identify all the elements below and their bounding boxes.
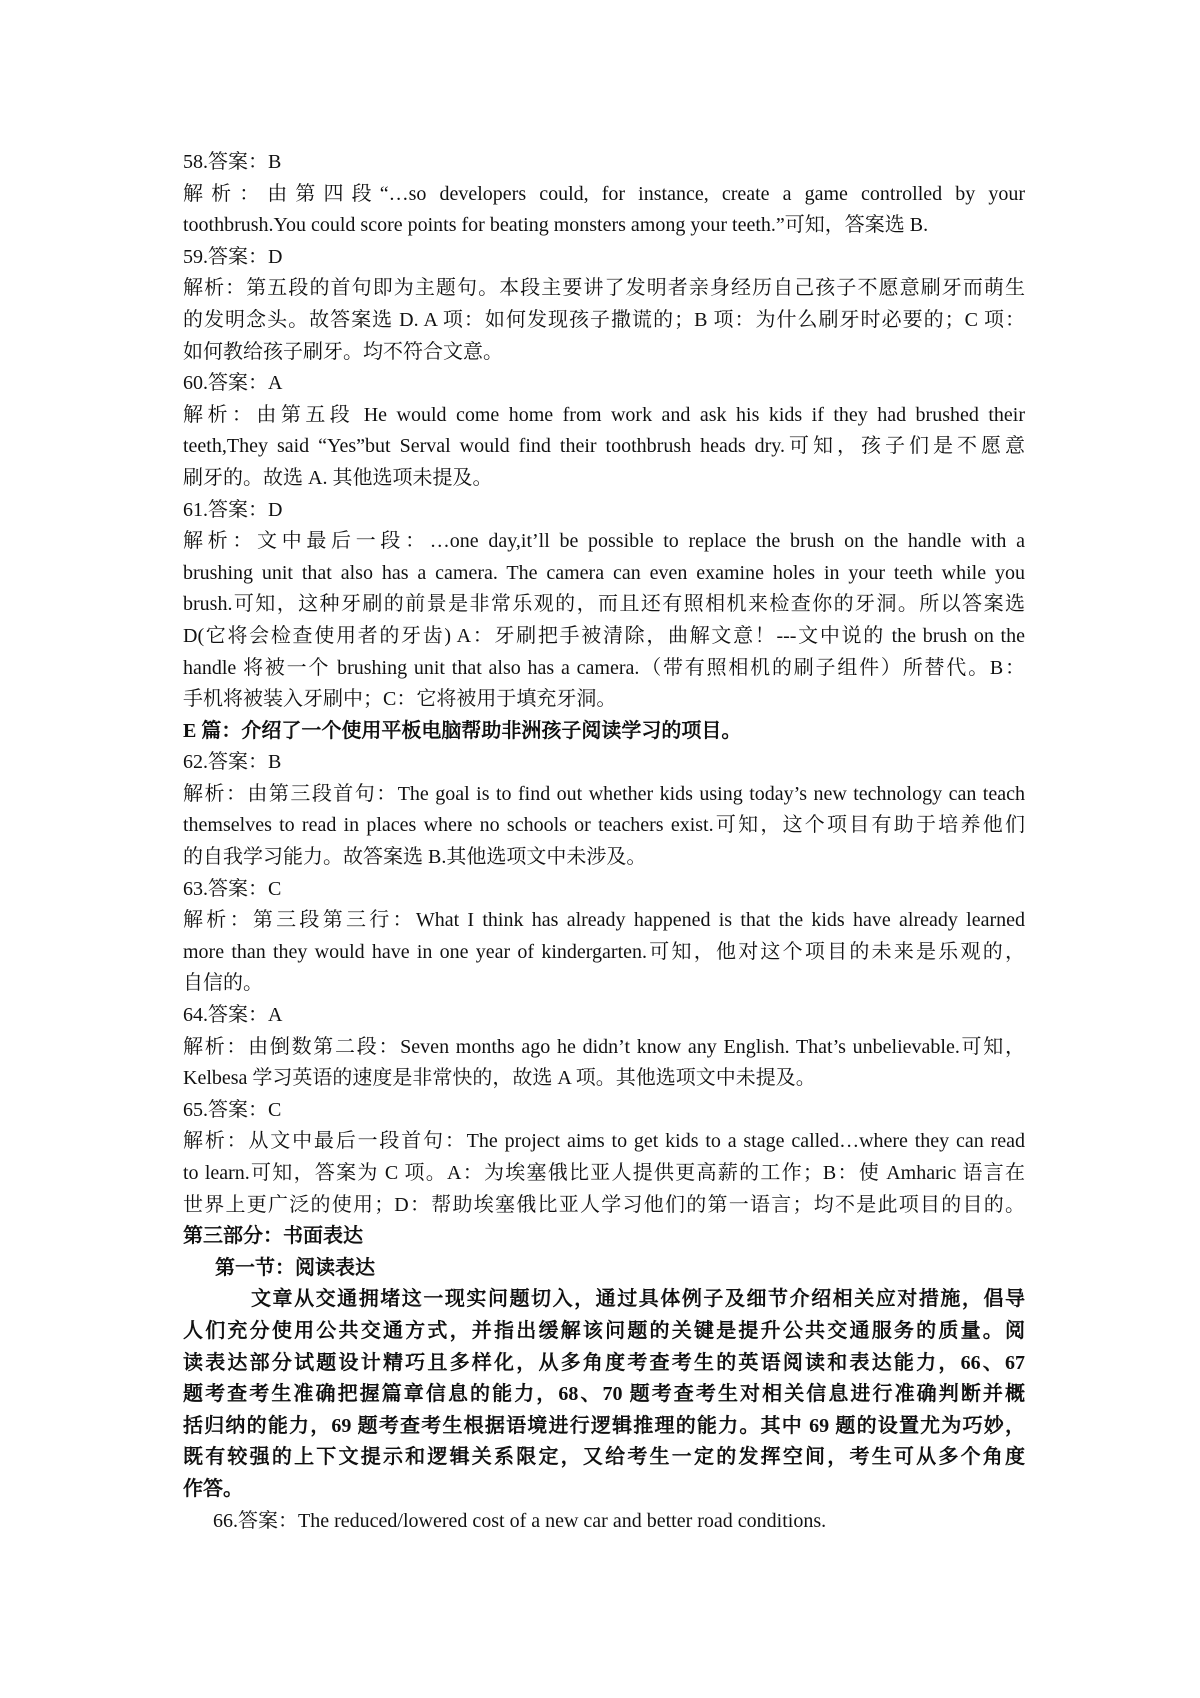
analysis-61-line-5: handle 将被一个 brushing unit that also has a camera.（带有照相机的刷子组件）所替代。B： bbox=[183, 656, 1025, 679]
answer-66-heading: 66.答案：The reduced/lowered cost of a new car and better road conditions. bbox=[213, 1509, 827, 1532]
commentary-line-7: 作答。 bbox=[183, 1477, 243, 1500]
commentary-line-5: 括归纳的能力，69 题考查考生根据语境进行逻辑推理的能力。其中 69 题的设置尤为巧妙， bbox=[183, 1414, 1025, 1437]
analysis-61-line-4: D(它将会检查使用者的牙齿) A：牙刷把手被清除，曲解文意！---文中说的 the brush on the bbox=[183, 624, 1025, 647]
analysis-59-line-1: 解析：第五段的首句即为主题句。本段主要讲了发明者亲身经历自己孩子不愿意刷牙而萌生 bbox=[183, 277, 1025, 300]
analysis-59-line-3: 如何教给孩子刷牙。均不符合文意。 bbox=[183, 340, 503, 363]
analysis-62-line-3: 的自我学习能力。故答案选 B.其他选项文中未涉及。 bbox=[183, 846, 647, 869]
commentary-line-1: 文章从交通拥堵这一现实问题切入，通过具体例子及细节介绍相关应对措施，倡导 bbox=[251, 1288, 1025, 1311]
section-one-title: 第一节：阅读表达 bbox=[215, 1256, 375, 1279]
analysis-63-line-3: 自信的。 bbox=[183, 972, 263, 995]
answer-63-heading: 63.答案：C bbox=[183, 877, 282, 900]
commentary-line-3: 读表达部分试题设计精巧且多样化，从多角度考查考生的英语阅读和表达能力，66、67 bbox=[183, 1351, 1025, 1374]
analysis-60-line-1: 解析：由第五段 He would come home from work and ask his kids if they had brushed their bbox=[183, 403, 1025, 426]
analysis-60-line-2: teeth,They said “Yes”but Serval would find their toothbrush heads dry.可知，孩子们是不愿意 bbox=[183, 435, 1025, 458]
analysis-58-line-2: toothbrush.You could score points for beating monsters among your teeth.”可知，答案选 B. bbox=[183, 214, 929, 237]
analysis-60-line-3: 刷牙的。故选 A. 其他选项未提及。 bbox=[183, 466, 493, 489]
analysis-65-line-1: 解析：从文中最后一段首句：The project aims to get kids to a stage called…where they can read bbox=[183, 1130, 1025, 1153]
analysis-62-line-2: themselves to read in places where no schools or teachers exist.可知，这个项目有助于培养他们 bbox=[183, 814, 1025, 837]
commentary-line-2: 人们充分使用公共交通方式，并指出缓解该问题的关键是提升公共交通服务的质量。阅 bbox=[183, 1319, 1025, 1342]
analysis-61-line-6: 手机将被装入牙刷中；C：它将被用于填充牙洞。 bbox=[183, 688, 617, 711]
analysis-65-line-3: 世界上更广泛的使用；D：帮助埃塞俄比亚人学习他们的第一语言；均不是此项目的目的。 bbox=[183, 1193, 1025, 1216]
answer-64-heading: 64.答案：A bbox=[183, 1004, 283, 1027]
analysis-65-line-2: to learn.可知，答案为 C 项。A：为埃塞俄比亚人提供更高薪的工作；B：使 Amharic 语言在 bbox=[183, 1162, 1025, 1184]
document-page bbox=[183, 147, 1025, 1537]
analysis-61-line-3: brush.可知，这种牙刷的前景是非常乐观的，而且还有照相机来检查你的牙洞。所以答案选 bbox=[183, 593, 1025, 616]
analysis-61-line-1: 解析：文中最后一段：…one day,it’ll be possible to replace the brush on the handle with a bbox=[183, 530, 1025, 553]
section-e-title: E 篇：介绍了一个使用平板电脑帮助非洲孩子阅读学习的项目。 bbox=[183, 719, 742, 742]
analysis-64-line-1: 解析：由倒数第二段：Seven months ago he didn’t know any English. That’s unbelievable.可知， bbox=[183, 1035, 1025, 1058]
answer-65-heading: 65.答案：C bbox=[183, 1098, 282, 1121]
analysis-63-line-2: more than they would have in one year of kindergarten.可知，他对这个项目的未来是乐观的， bbox=[183, 940, 1025, 963]
part-three-title: 第三部分：书面表达 bbox=[183, 1225, 363, 1248]
analysis-58-line-1: 解析：由第四段“…so developers could, for instance, create a game controlled by your bbox=[183, 182, 1025, 205]
analysis-61-line-2: brushing unit that also has a camera. The camera can even examine holes in your teeth while you bbox=[183, 561, 1025, 584]
answer-61-heading: 61.答案：D bbox=[183, 498, 283, 521]
analysis-59-line-2: 的发明念头。故答案选 D. A 项：如何发现孩子撒谎的；B 项：为什么刷牙时必要的；C 项： bbox=[183, 308, 1025, 331]
analysis-62-line-1: 解析：由第三段首句：The goal is to find out whether kids using today’s new technology can teach bbox=[183, 782, 1025, 805]
answer-58-heading: 58.答案：B bbox=[183, 151, 282, 173]
answer-60-heading: 60.答案：A bbox=[183, 372, 283, 395]
analysis-63-line-1: 解析：第三段第三行：What I think has already happened is that the kids have already learned bbox=[183, 909, 1025, 932]
answer-59-heading: 59.答案：D bbox=[183, 245, 283, 268]
answer-62-heading: 62.答案：B bbox=[183, 751, 282, 774]
analysis-64-line-2: Kelbesa 学习英语的速度是非常快的，故选 A 项。其他选项文中未提及。 bbox=[183, 1067, 816, 1090]
commentary-line-4: 题考查考生准确把握篇章信息的能力，68、70 题考查考生对相关信息进行准确判断并概 bbox=[183, 1383, 1025, 1406]
commentary-line-6: 既有较强的上下文提示和逻辑关系限定，又给考生一定的发挥空间，考生可从多个角度 bbox=[183, 1446, 1025, 1469]
